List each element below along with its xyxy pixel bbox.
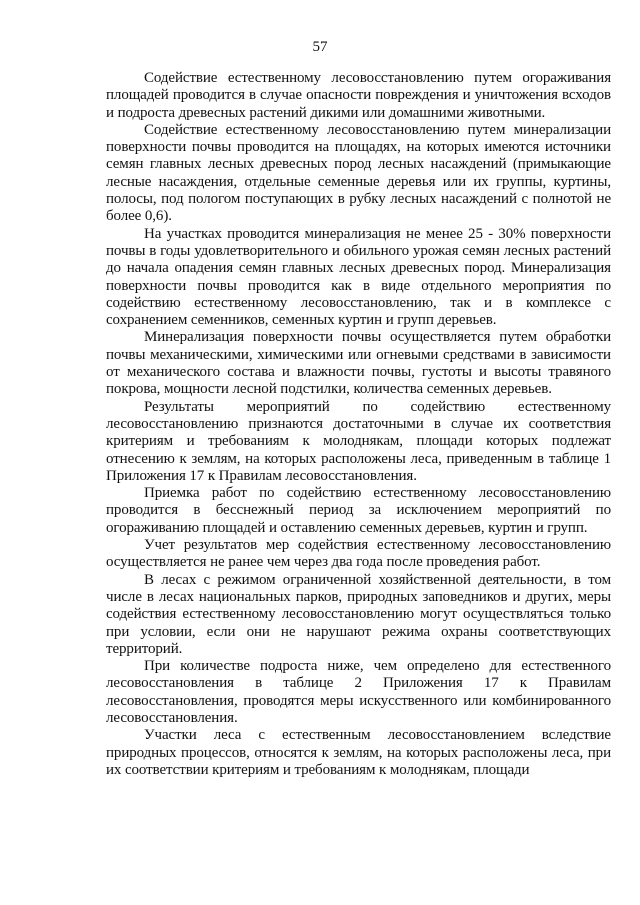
paragraph: Участки леса с естественным лесовосстановлением вследствие природных процессов, относятся к землям, на которых расположены леса, при их соответствии критериям и требованиям к молоднякам, площади <box>106 727 611 778</box>
page-number: 57 <box>312 39 328 55</box>
paragraph: Содействие естественному лесовосстановлению путем минерализации поверхности почвы проводится на площадях, на которых имеются источники семян главных лесных древесных пород лесных насаждений (примыкающие лесные насаждения, отдельные семенные деревья или их группы, куртины, полосы, под пологом поступающих в рубку лесных насаждений с полнотой не более 0,6). <box>106 121 611 225</box>
paragraph: Минерализация поверхности почвы осуществляется путем обработки почвы механическими, химическими или огневыми средствами в зависимости от механического состава и влажности почвы, густоты и высоты травяного покрова, мощности лесной подстилки, количества семенных деревьев. <box>106 329 611 398</box>
paragraph: Учет результатов мер содействия естественному лесовосстановлению осуществляется не ранее чем через два года после проведения работ. <box>106 537 611 571</box>
document-body <box>106 70 611 779</box>
paragraph: Содействие естественному лесовосстановлению путем огораживания площадей проводится в случае опасности повреждения и уничтожения всходов и подроста древесных растений дикими или домашними животными. <box>106 70 611 121</box>
paragraph: Приемка работ по содействию естественному лесовосстановлению проводится в бесснежный период за исключением мероприятий по огораживанию площадей и оставлению семенных деревьев, куртин и групп. <box>106 485 611 536</box>
paragraph: На участках проводится минерализация не менее 25 - 30% поверхности почвы в годы удовлетворительного и обильного урожая семян лесных растений до начала опадения семян главных лесных древесных пород. Минерализация поверхности почвы проводится как в виде отдельного мероприятия по содействию естественному лесовосстановлению, так и в комплексе с сохранением семенников, семенных куртин и групп деревьев. <box>106 225 611 329</box>
paragraph: В лесах с режимом ограниченной хозяйственной деятельности, в том числе в лесах национальных парков, природных заповедников и других, меры содействия естественному лесовосстановлению могут осуществляться только при условии, если они не нарушают режима охраны соответствующих территорий. <box>106 571 611 657</box>
paragraph: При количестве подроста ниже, чем определено для естественного лесовосстановления в таблице 2 Приложения 17 к Правилам лесовосстановления, проводятся меры искусственного или комбинированного лесовосстановления. <box>106 658 611 726</box>
paragraph: Результаты мероприятий по содействию естественному лесовосстановлению признаются достаточными в случае их соответствия критериям и требованиям к молоднякам, площади которых подлежат отнесению к землям, на которых расположены леса, приведенным в таблице 1 Приложения 17 к Правилам лесовосстановления. <box>106 398 611 484</box>
